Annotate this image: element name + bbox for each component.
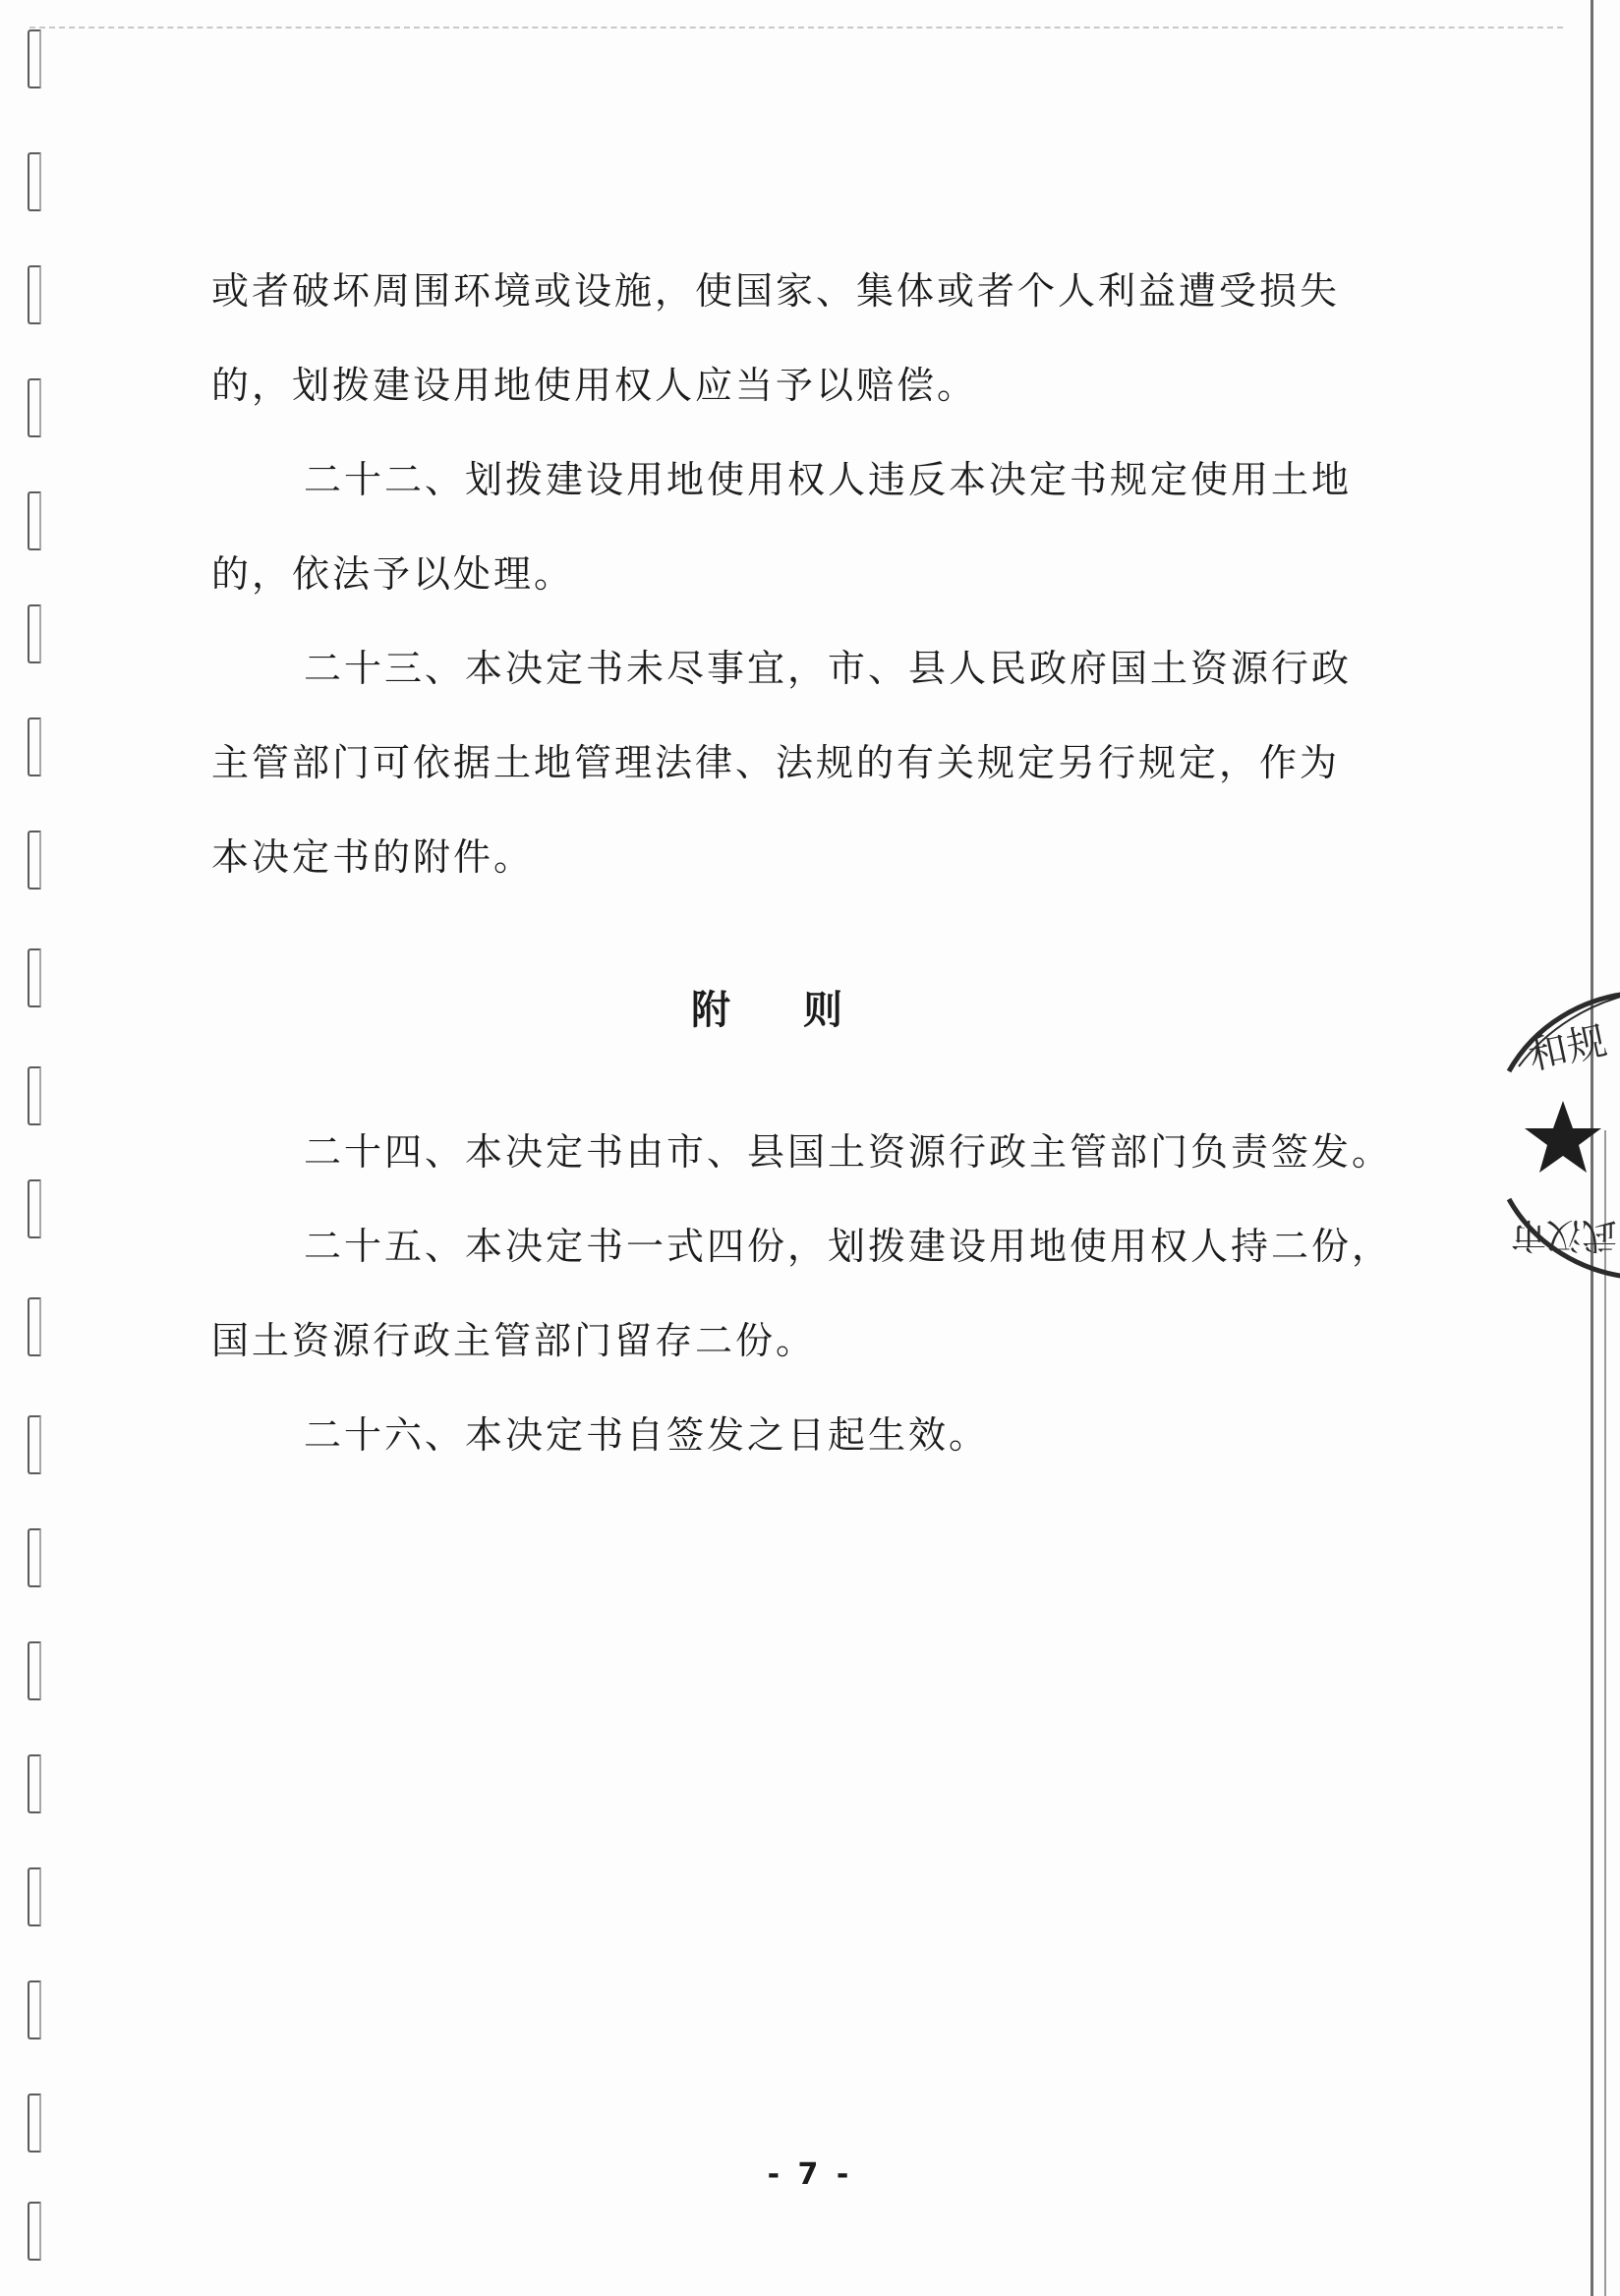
article-23-line: 二十三、本决定书未尽事宜，市、县人民政府国土资源行政	[304, 647, 1353, 690]
binding-mark	[28, 718, 41, 776]
seal-top-text: 和规	[1524, 1018, 1611, 1079]
binding-mark	[28, 1066, 41, 1125]
binding-mark	[28, 948, 41, 1007]
body-line: 本决定书的附件。	[211, 835, 535, 879]
binding-mark	[28, 1867, 41, 1926]
binding-mark	[28, 1641, 41, 1700]
binding-mark	[28, 1528, 41, 1587]
body-line: 的，依法予以处理。	[211, 552, 575, 596]
page-number: - 7 -	[767, 2157, 853, 2192]
body-line: 或者破坏周围环境或设施，使国家、集体或者个人利益遭受损失	[211, 269, 1341, 313]
section-heading: 附 则	[691, 988, 872, 1033]
binding-mark	[28, 2094, 41, 2152]
binding-mark	[28, 2202, 41, 2261]
body-line: 国土资源行政主管部门留存二份。	[211, 1319, 817, 1362]
binding-mark	[28, 491, 41, 550]
article-24-line: 二十四、本决定书由市、县国土资源行政主管部门负责签发。	[304, 1130, 1393, 1174]
binding-mark	[28, 1754, 41, 1813]
page-edge-line-secondary	[1604, 1130, 1606, 2296]
binding-mark	[28, 29, 41, 88]
body-line: 的，划拨建设用地使用权人应当予以赔偿。	[211, 364, 978, 407]
scan-artifact-top	[29, 27, 1563, 29]
binding-mark	[28, 831, 41, 890]
binding-mark	[28, 604, 41, 663]
document-body	[211, 244, 1393, 1482]
official-seal	[1499, 973, 1620, 1297]
seal-bottom-text: 武汉市	[1510, 1215, 1617, 1255]
binding-mark	[28, 1297, 41, 1356]
article-26-line: 二十六、本决定书自签发之日起生效。	[304, 1413, 990, 1457]
binding-mark	[28, 152, 41, 211]
article-22-line: 二十二、划拨建设用地使用权人违反本决定书规定使用土地	[304, 458, 1353, 501]
body-line: 主管部门可依据土地管理法律、法规的有关规定另行规定，作为	[211, 741, 1341, 784]
binding-mark	[28, 378, 41, 437]
binding-mark	[28, 1415, 41, 1474]
article-25-line: 二十五、本决定书一式四份，划拨建设用地使用权人持二份，	[304, 1225, 1393, 1268]
binding-holes	[22, 29, 61, 2270]
seal-star-icon	[1525, 1101, 1601, 1173]
binding-mark	[28, 1179, 41, 1238]
binding-mark	[28, 1980, 41, 2039]
binding-mark	[28, 265, 41, 324]
